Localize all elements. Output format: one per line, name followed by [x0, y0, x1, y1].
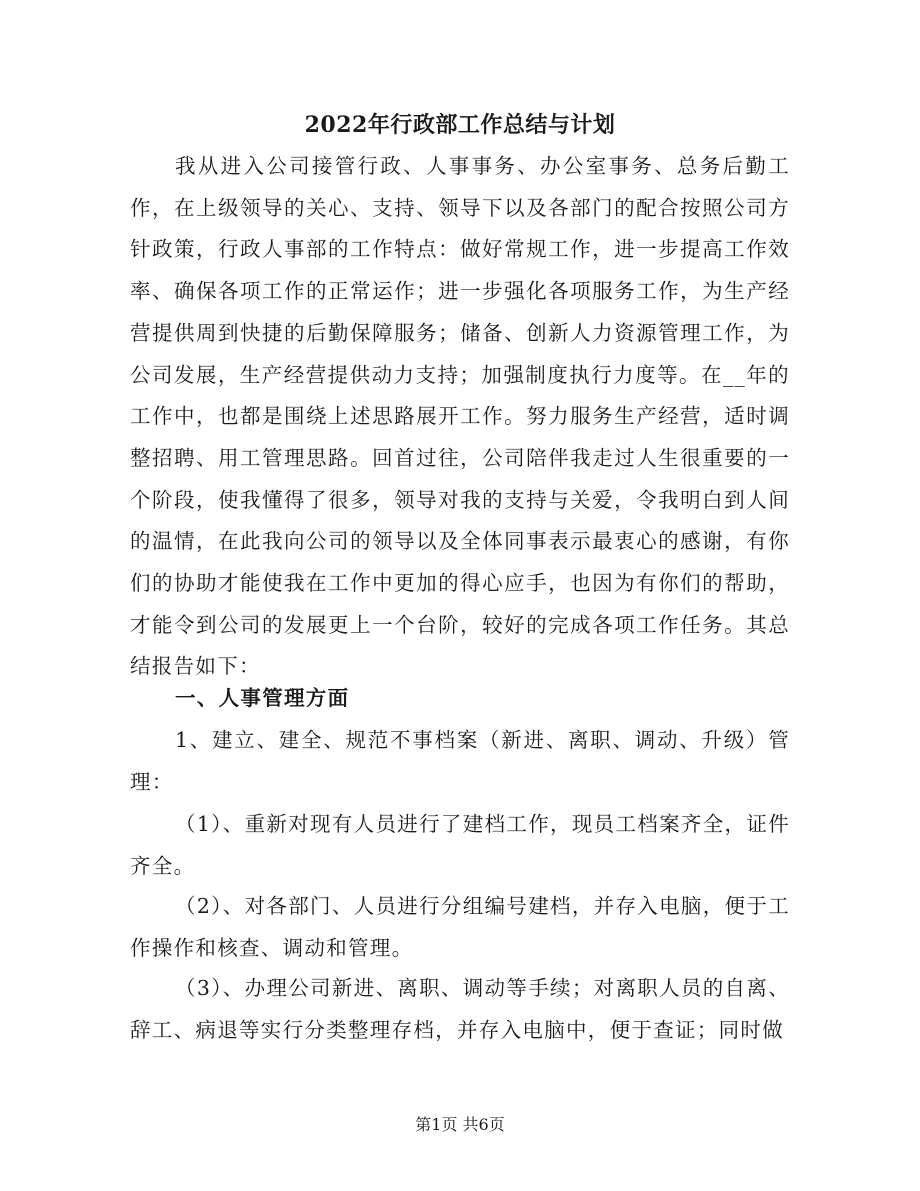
item-1-paragraph: 1、建立、建全、规范不事档案（新进、离职、调动、升级）管理： [130, 728, 790, 794]
sub-item-2-paragraph: （2）、对各部门、人员进行分组编号建档，并存入电脑，便于工作操作和核查、调动和管理。 [130, 894, 790, 960]
section-heading-hr: 一、人事管理方面 [175, 686, 350, 710]
document-title: 2022年行政部工作总结与计划 [304, 112, 616, 138]
intro-paragraph: 我从进入公司接管行政、人事事务、办公室事务、总务后勤工作，在上级领导的关心、支持、领导下以及各部门的配合按照公司方针政策，行政人事部的工作特点：做好常规工作，进一步提高工作效率、确保各项工作的正常运作；进一步强化各项服务工作，为生产经营提供周到快捷的后勤保障服务；储备、创新人力资源管理工作，为公司发展，生产经营提供动力支持；加强制度执行力度等。在__年的工作中，也都是围绕上述思路展开工作。努力服务生产经营，适时调整招聘、用工管理思路。回首过往，公司陪伴我走过人生很重要的一个阶段，使我懂得了很多，领导对我的支持与关爱，令我明白到人间的温情，在此我向公司的领导以及全体同事表示最衷心的感谢，有你们的协助才能使我在工作中更加的得心应手，也因为有你们的帮助，才能令到公司的发展更上一个台阶，较好的完成各项工作任务。其总结报告如下： [130, 154, 790, 679]
page-number-footer: 第1页 共6页 [415, 1115, 505, 1134]
sub-item-1-paragraph: （1）、重新对现有人员进行了建档工作，现员工档案齐全，证件齐全。 [130, 812, 790, 878]
sub-item-3-paragraph: （3）、办理公司新进、离职、调动等手续；对离职人员的自离、辞工、病退等实行分类整理存档，并存入电脑中，便于查证；同时做 [130, 976, 790, 1042]
